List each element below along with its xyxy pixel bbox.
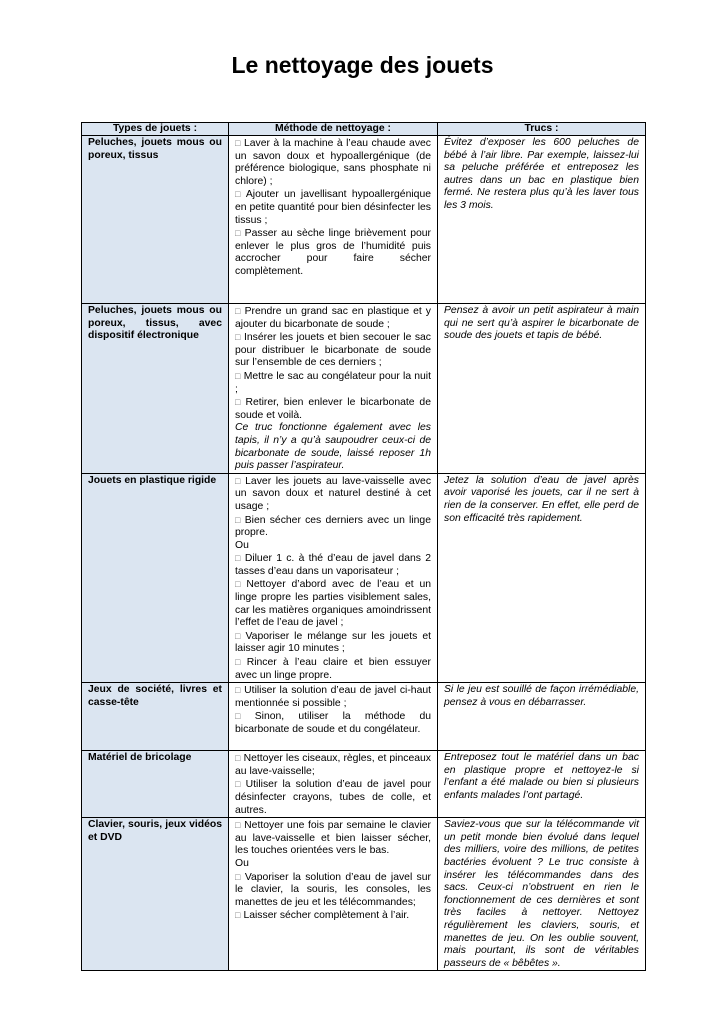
checkbox-bullet-icon: □ xyxy=(235,753,241,764)
method-step xyxy=(235,656,431,682)
method-step-text: Insérer les jouets et bien secouer le sac pour distribuer le bicarbonate de soude sur l’ensemble de ces derniers ; xyxy=(235,332,431,369)
method-step xyxy=(235,578,431,629)
method-step-text: Utiliser la solution d’eau de javel pour désinfecter crayons, tubes de colle, et autres. xyxy=(235,779,432,816)
method-step-text: Ou xyxy=(235,539,249,551)
table-row xyxy=(82,304,646,474)
toy-type-cell: Clavier, souris, jeux vidéos et DVD xyxy=(82,818,229,971)
method-step-text: Ajouter un javellisant hypoallergénique en petite quantité pour bien désinfecter les tissus ; xyxy=(235,189,432,226)
checkbox-bullet-icon: □ xyxy=(235,553,242,564)
tip-cell: Si le jeu est souillé de façon irrémédiable, pensez à vous en débarrasser. xyxy=(438,683,646,751)
method-step-text: Nettoyer une fois par semaine le clavier au lave-vaisselle et bien laisser sécher, les touches orientées vers le bas. xyxy=(235,820,431,857)
cleaning-method-cell xyxy=(229,751,438,818)
method-note: Ce truc fonctionne également avec les tapis, il n’y a qu’à saupoudrer ceux-ci de bicarbonate de soude, laissé reposer 1h puis passer l’aspirateur. xyxy=(235,422,431,472)
cleaning-method-cell xyxy=(229,683,438,751)
toy-type-cell: Matériel de bricolage xyxy=(82,751,229,818)
method-step xyxy=(235,137,431,188)
method-step xyxy=(235,540,431,553)
checkbox-bullet-icon: □ xyxy=(235,370,241,381)
method-step xyxy=(235,752,431,778)
checkbox-bullet-icon: □ xyxy=(235,332,241,343)
table-row xyxy=(82,136,646,304)
checkbox-bullet-icon: □ xyxy=(235,397,243,408)
table-row xyxy=(82,473,646,683)
method-step xyxy=(235,188,431,227)
tip-cell: Jetez la solution d’eau de javel après avoir vaporisé les jouets, car il ne sert à rien de la conserver. En effet, elle perd de son efficacité très rapidement. xyxy=(438,473,646,683)
checkbox-bullet-icon: □ xyxy=(235,189,243,200)
method-step-text: Laver à la machine à l’eau chaude avec un savon doux et hypoallergénique (de préférence biologique, sans phosphate ni chlore) ; xyxy=(235,138,431,187)
method-step xyxy=(235,370,431,396)
method-step xyxy=(235,630,431,656)
method-step xyxy=(235,819,431,858)
checkbox-bullet-icon: □ xyxy=(235,228,242,239)
cleaning-table xyxy=(81,122,646,971)
method-step xyxy=(235,475,431,514)
method-step xyxy=(235,331,431,370)
method-step-text: Ou xyxy=(235,857,249,869)
cleaning-method-cell xyxy=(229,473,438,683)
checkbox-bullet-icon: □ xyxy=(235,685,242,696)
table-row xyxy=(82,818,646,971)
checkbox-bullet-icon: □ xyxy=(235,779,243,790)
checkbox-bullet-icon: □ xyxy=(235,820,242,831)
checkbox-bullet-icon: □ xyxy=(235,514,242,525)
tip-cell: Entreposez tout le matériel dans un bac en plastique propre et nettoyez-le si l’enfant a été malade ou bien si plusieurs enfants malades l’ont partagé. xyxy=(438,751,646,818)
method-step xyxy=(235,858,431,871)
method-step xyxy=(235,778,431,817)
table-row xyxy=(82,751,646,818)
checkbox-bullet-icon: □ xyxy=(235,475,243,486)
toy-type-cell: Jouets en plastique rigide xyxy=(82,473,229,683)
method-step xyxy=(235,684,431,710)
method-step-text: Mettre le sac au congélateur pour la nuit ; xyxy=(235,370,431,395)
method-step-text: Rincer à l’eau claire et bien essuyer avec un linge propre. xyxy=(235,657,431,681)
method-step xyxy=(235,396,431,422)
method-step xyxy=(235,227,431,278)
method-step xyxy=(235,909,431,923)
method-step-text: Nettoyer d’abord avec de l’eau et un linge propre les parties visiblement sales, car les matières organiques amoindrissent l’effet de l’eau de javel ; xyxy=(235,579,432,629)
cleaning-method-cell xyxy=(229,136,438,304)
toy-type-cell: Peluches, jouets mous ou poreux, tissus, avec dispositif électronique xyxy=(82,304,229,474)
method-step xyxy=(235,710,431,736)
toy-type-cell: Jeux de société, livres et casse-tête xyxy=(82,683,229,751)
method-step-text: Laver les jouets au lave-vaisselle avec un savon doux et naturel destiné à cet usage ; xyxy=(235,475,432,512)
tip-cell: Évitez d’exposer les 600 peluches de bébé à l’air libre. Par exemple, laissez-lui sa peluche préférée et entreposez les autres dans un bac en plastique bien fermé. Ne restera plus qu’à les laver tous les 3 mois. xyxy=(438,136,646,304)
method-step-text: Laisser sécher complètement à l’air. xyxy=(243,910,410,922)
header-types: Types de jouets : xyxy=(82,123,229,136)
header-tips: Trucs : xyxy=(438,123,646,136)
method-step xyxy=(235,871,431,910)
checkbox-bullet-icon: □ xyxy=(235,306,242,316)
method-step-text: Retirer, bien enlever le bicarbonate de soude et voilà. xyxy=(235,397,431,421)
method-step-text: Sinon, utiliser la méthode du bicarbonate de soude et du congélateur. xyxy=(235,711,432,735)
method-step-text: Prendre un grand sac en plastique et y ajouter du bicarbonate de soude ; xyxy=(235,306,431,330)
method-step-text: Vaporiser la solution d’eau de javel sur le clavier, la souris, les consoles, les manettes de jeu et les télécommandes; xyxy=(235,871,431,908)
checkbox-bullet-icon: □ xyxy=(235,138,241,148)
table-row xyxy=(82,683,646,751)
cleaning-method-cell xyxy=(229,818,438,971)
toy-type-cell: Peluches, jouets mous ou poreux, tissus xyxy=(82,136,229,304)
checkbox-bullet-icon: □ xyxy=(235,711,252,722)
checkbox-bullet-icon: □ xyxy=(235,657,244,668)
cleaning-method-cell xyxy=(229,304,438,474)
checkbox-bullet-icon: □ xyxy=(235,871,242,882)
page-title: Le nettoyage des jouets xyxy=(231,52,494,78)
tip-cell: Pensez à avoir un petit aspirateur à main qui ne sert qu’à aspirer le bicarbonate de soude des jouets et tapis de bébé. xyxy=(438,304,646,474)
method-step xyxy=(235,514,431,540)
method-step-text: Diluer 1 c. à thé d’eau de javel dans 2 tasses d’eau dans un vaporisateur ; xyxy=(235,553,431,577)
method-step xyxy=(235,552,431,578)
checkbox-bullet-icon: □ xyxy=(235,579,244,590)
method-step-text: Nettoyer les ciseaux, règles, et pinceaux au lave-vaisselle; xyxy=(235,753,431,777)
checkbox-bullet-icon: □ xyxy=(235,910,241,921)
method-step-text: Bien sécher ces derniers avec un linge propre. xyxy=(235,514,431,539)
method-step-text: Utiliser la solution d’eau de javel ci-haut mentionnée si possible ; xyxy=(235,685,432,709)
table-header-row xyxy=(82,123,646,136)
checkbox-bullet-icon: □ xyxy=(235,630,243,641)
tip-cell: Saviez-vous que sur la télécommande vit un petit monde bien évolué dans lequel des milliers, voire des millions, de petites bactéries évoluent ? Le truc consiste à insérer les télécommandes dans des sacs. Ceux-ci n’obstruent en rien le fonctionnement de ces dernières et sont très faciles à nettoyer. Nettoyez régulièrement les claviers, souris, et manettes de jeu. On les oublie souvent, mais pourtant, ils sont de véritables passeurs de « bêbêtes ». xyxy=(438,818,646,971)
method-step xyxy=(235,305,431,331)
header-method: Méthode de nettoyage : xyxy=(229,123,438,136)
method-step-text: Passer au sèche linge brièvement pour enlever le plus gros de l’humidité puis accrocher pour faire sécher complètement. xyxy=(235,228,431,277)
method-step-text: Vaporiser le mélange sur les jouets et laisser agir 10 minutes ; xyxy=(235,630,432,655)
